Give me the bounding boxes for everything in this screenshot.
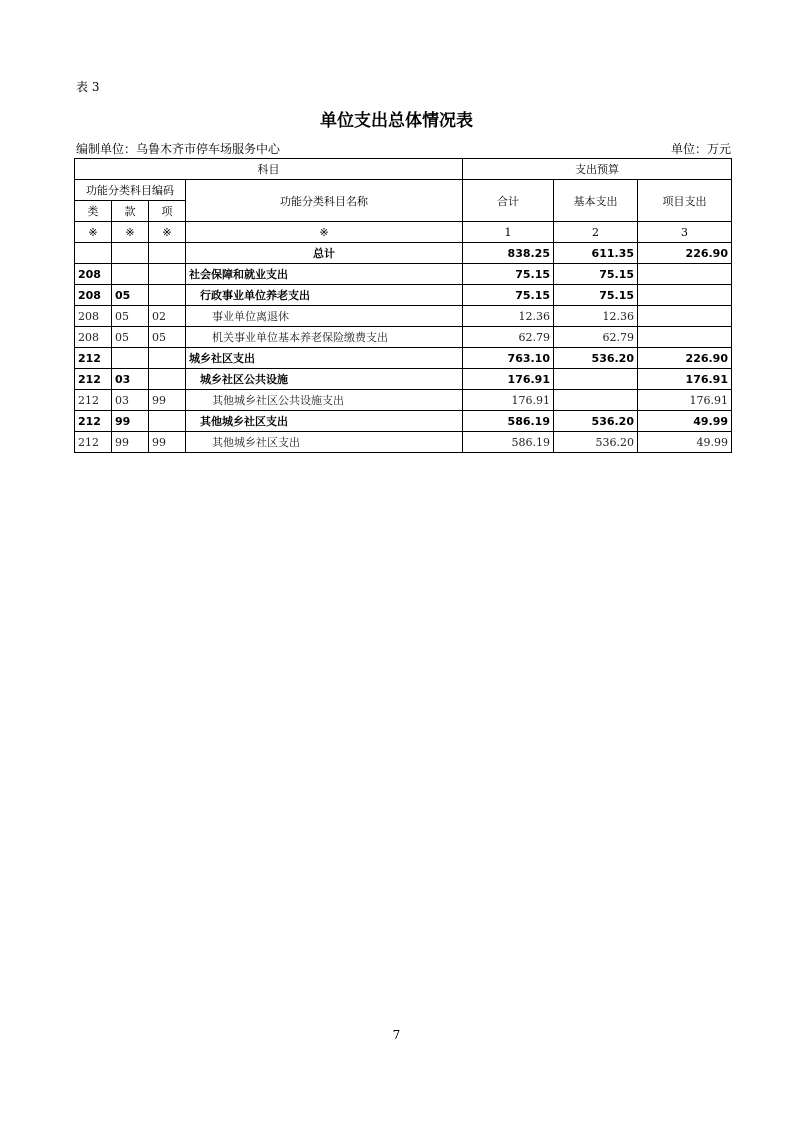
header-subject: 科目 (75, 159, 463, 180)
row-name: 城乡社区支出 (186, 348, 463, 369)
row-lei: 208 (75, 264, 112, 285)
row-project: 226.90 (638, 348, 732, 369)
row-lei: 208 (75, 327, 112, 348)
row-total: 12.36 (463, 306, 554, 327)
row-total: 176.91 (463, 390, 554, 411)
page-number: 7 (392, 1028, 401, 1042)
row-lei: 208 (75, 306, 112, 327)
header-total: 合计 (463, 180, 554, 222)
row-lei: 208 (75, 285, 112, 306)
page-title: 单位支出总体情况表 (320, 111, 473, 131)
row-total: 75.15 (463, 264, 554, 285)
row-kuan: 99 (112, 432, 149, 453)
header-kuan: 款 (112, 201, 149, 222)
row-total: 763.10 (463, 348, 554, 369)
row-project: 49.99 (638, 411, 732, 432)
row-xiang (149, 411, 186, 432)
row-name: 其他城乡社区支出 (186, 432, 463, 453)
table-row (75, 243, 732, 264)
row-xiang (149, 243, 186, 264)
row-lei: 212 (75, 348, 112, 369)
header-code-group: 功能分类科目编码 (75, 180, 186, 201)
row-project (638, 285, 732, 306)
row-basic: 536.20 (554, 411, 638, 432)
row-kuan: 05 (112, 306, 149, 327)
row-name: 总计 (186, 243, 463, 264)
row-name: 其他城乡社区公共设施支出 (186, 390, 463, 411)
table-row (75, 432, 732, 453)
row-basic: 62.79 (554, 327, 638, 348)
table-row (75, 264, 732, 285)
header-lei: 类 (75, 201, 112, 222)
row-basic: 536.20 (554, 432, 638, 453)
index-kuan: ※ (112, 222, 149, 243)
row-xiang (149, 285, 186, 306)
header-xiang: 项 (149, 201, 186, 222)
index-xiang: ※ (149, 222, 186, 243)
row-lei (75, 243, 112, 264)
table-row (75, 411, 732, 432)
row-name: 事业单位离退休 (186, 306, 463, 327)
row-xiang: 99 (149, 390, 186, 411)
index-name: ※ (186, 222, 463, 243)
unit-label: 单位：万元 (670, 142, 731, 156)
header-budget: 支出预算 (463, 159, 732, 180)
row-kuan: 03 (112, 369, 149, 390)
row-xiang: 02 (149, 306, 186, 327)
row-lei: 212 (75, 411, 112, 432)
row-total: 62.79 (463, 327, 554, 348)
row-kuan: 05 (112, 285, 149, 306)
table-row (75, 348, 732, 369)
row-kuan: 99 (112, 411, 149, 432)
index-basic: 2 (554, 222, 638, 243)
row-name: 社会保障和就业支出 (186, 264, 463, 285)
row-basic (554, 390, 638, 411)
row-basic (554, 369, 638, 390)
row-basic: 611.35 (554, 243, 638, 264)
org-label: 编制单位：乌鲁木齐市停车场服务中心 (76, 142, 281, 156)
header-name: 功能分类科目名称 (186, 180, 463, 222)
table-row (75, 306, 732, 327)
row-kuan: 05 (112, 327, 149, 348)
row-project (638, 306, 732, 327)
row-project: 176.91 (638, 390, 732, 411)
row-total: 838.25 (463, 243, 554, 264)
row-lei: 212 (75, 432, 112, 453)
row-basic: 12.36 (554, 306, 638, 327)
index-total: 1 (463, 222, 554, 243)
row-xiang (149, 369, 186, 390)
row-xiang: 05 (149, 327, 186, 348)
row-project: 226.90 (638, 243, 732, 264)
row-project: 49.99 (638, 432, 732, 453)
row-kuan (112, 348, 149, 369)
row-total: 176.91 (463, 369, 554, 390)
budget-table (74, 158, 732, 453)
table-row (75, 390, 732, 411)
row-kuan (112, 264, 149, 285)
row-project (638, 264, 732, 285)
row-kuan (112, 243, 149, 264)
row-total: 586.19 (463, 411, 554, 432)
row-name: 机关事业单位基本养老保险缴费支出 (186, 327, 463, 348)
row-basic: 75.15 (554, 264, 638, 285)
row-total: 586.19 (463, 432, 554, 453)
index-project: 3 (638, 222, 732, 243)
row-kuan: 03 (112, 390, 149, 411)
row-total: 75.15 (463, 285, 554, 306)
row-xiang: 99 (149, 432, 186, 453)
row-lei: 212 (75, 369, 112, 390)
index-lei: ※ (75, 222, 112, 243)
row-xiang (149, 348, 186, 369)
row-name: 城乡社区公共设施 (186, 369, 463, 390)
header-basic: 基本支出 (554, 180, 638, 222)
row-project: 176.91 (638, 369, 732, 390)
row-project (638, 327, 732, 348)
row-name: 行政事业单位养老支出 (186, 285, 463, 306)
row-basic: 75.15 (554, 285, 638, 306)
header-project: 项目支出 (638, 180, 732, 222)
table-label: 表 3 (76, 80, 100, 94)
row-lei: 212 (75, 390, 112, 411)
row-name: 其他城乡社区支出 (186, 411, 463, 432)
table-row (75, 369, 732, 390)
row-basic: 536.20 (554, 348, 638, 369)
table-row (75, 285, 732, 306)
row-xiang (149, 264, 186, 285)
table-row (75, 327, 732, 348)
